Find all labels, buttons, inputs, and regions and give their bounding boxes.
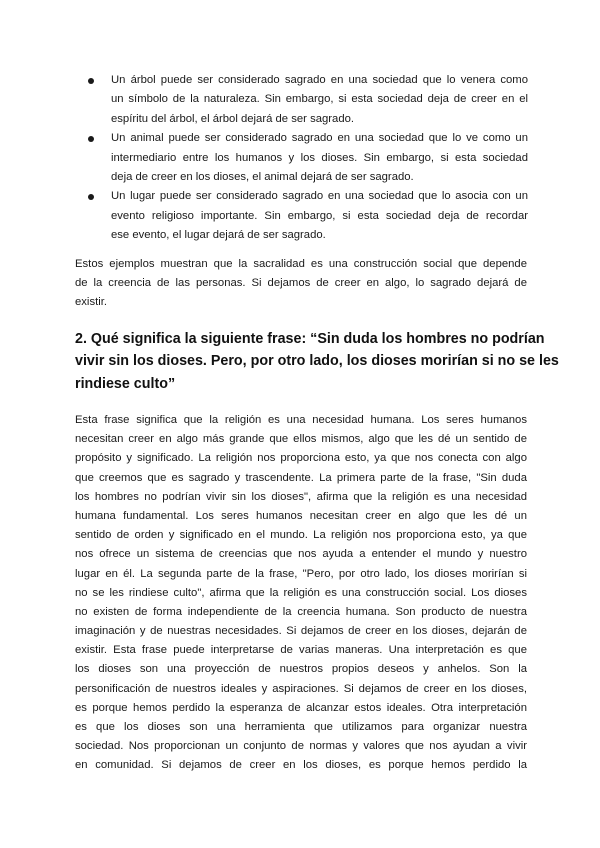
- bullet-icon: [88, 194, 94, 200]
- text-line: propósito y significado. La religión nos proporciona esto, ya que nos conecta con algo: [75, 452, 527, 465]
- text-line: Un árbol puede ser considerado sagrado en una sociedad que lo venera como: [111, 74, 528, 86]
- text-line: sentido de orden y significado en el mundo. La religión nos proporciona esto, ya que: [75, 529, 527, 542]
- text-line: espíritu del árbol, el árbol dejará de ser sagrado.: [111, 112, 355, 125]
- text-line: ese evento, el lugar dejará de ser sagrado.: [111, 229, 326, 242]
- bullet-list: [88, 71, 528, 246]
- text-line: personificación de nuestros ideales y aspiraciones. Si dejamos de creer en los dioses,: [75, 682, 527, 695]
- text-line: imaginación y de nuestras necesidades. Si dejamos de creer en los dioses, dejarán de: [75, 625, 527, 638]
- text-line: existir.: [75, 296, 108, 309]
- text-line: necesitan creer en algo más grande que ellos mismos, algo que les dé un sentido de: [75, 433, 527, 446]
- text-line: Un lugar puede ser considerado sagrado en una sociedad que lo asocia con un: [111, 190, 528, 203]
- heading-line: 2. Qué significa la siguiente frase: “Sin duda los hombres no podrían: [75, 331, 545, 347]
- bullet-icon: [88, 136, 94, 142]
- text-line: deja de creer en los dioses, el animal dejará de ser sagrado.: [111, 170, 414, 183]
- text-line: nos ofrece un sistema de creencias que nos ayuda a entender el mundo y nuestro: [75, 548, 527, 561]
- text-line: existir. Esta frase puede interpretarse de varias maneras. Una interpretación es que: [75, 644, 527, 657]
- bullet-icon: [88, 78, 94, 84]
- text-line: evento religioso importante. Sin embargo, si esta sociedad deja de recordar: [111, 209, 528, 222]
- text-line: no se les rindiese culto", afirma que la religión es una construcción social. Los dioses: [75, 586, 527, 599]
- text-line: de la creencia de las personas. Si dejamos de creer en algo, lo sagrado dejará de: [75, 277, 527, 290]
- text-line: sociedad. Nos proporcionan un conjunto de normas y valores que nos ayudan a vivir: [75, 740, 527, 753]
- text-line: Un animal puede ser considerado sagrado en una sociedad que lo ve como un: [111, 132, 528, 145]
- text-line: Estos ejemplos muestran que la sacralidad es una construcción social que depende: [75, 258, 527, 270]
- text-line: lugar en él. La segunda parte de la frase, "Pero, por otro lado, los dioses morirían si: [75, 567, 527, 580]
- summary-paragraph: [75, 255, 527, 313]
- section-heading: [75, 328, 559, 395]
- text-line: los hombres no podrían vivir sin los dioses", afirma que la religión es una necesidad: [75, 490, 527, 503]
- text-line: es porque hemos perdido la esperanza de alcanzar estos ideales. Otra interpretación: [75, 701, 527, 714]
- text-line: Esta frase significa que la religión es una necesidad humana. Los seres humanos: [75, 414, 527, 426]
- list-item: [88, 187, 528, 245]
- list-item: [88, 71, 528, 129]
- text-line: es que los dioses son una herramienta que utilizamos para organizar nuestra: [75, 721, 527, 733]
- text-line: en comunidad. Si dejamos de creer en los dioses, es porque hemos perdido la: [75, 759, 527, 772]
- list-item: [88, 129, 528, 187]
- text-line: intermediario entre los humanos y los dioses. Sin embargo, si esta sociedad: [111, 151, 528, 164]
- heading-line: vivir sin los dioses. Pero, por otro lado, los dioses morirían si no se les: [75, 353, 559, 370]
- text-line: no existen de forma independiente de la creencia humana. Son producto de nuestra: [75, 605, 527, 618]
- heading-line: rindiese culto”: [75, 375, 176, 392]
- text-line: los dioses son una proyección de nuestros propios deseos y anhelos. Son la: [75, 663, 527, 676]
- text-line: un símbolo de la naturaleza. Sin embargo, si esta sociedad deja de creer en el: [111, 93, 528, 106]
- text-line: que creemos que es sagrado y trascendente. La primera parte de la frase, "Sin duda: [75, 471, 527, 484]
- body-paragraph: [75, 411, 527, 776]
- text-line: humana fundamental. Los seres humanos necesitan creer en algo que les dé un: [75, 509, 527, 522]
